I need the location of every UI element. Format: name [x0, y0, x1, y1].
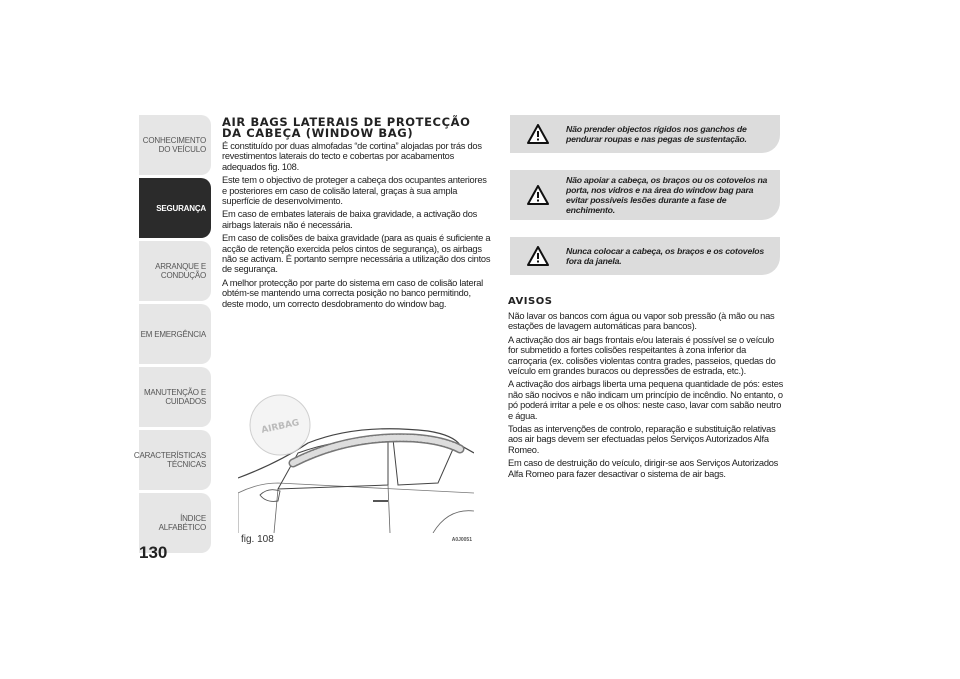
tab-label: CONHECIMENTO DO VEÍCULO: [142, 136, 206, 154]
warning-text: Nunca colocar a cabeça, os braços e os cotovelos fora da janela.: [566, 246, 765, 266]
section-subtitle: AVISOS: [508, 296, 553, 307]
tab-label: CARACTERÍSTICAS TÉCNICAS: [133, 451, 206, 469]
warning-box: [510, 115, 780, 153]
tab-label: ÍNDICE ALFABÉTICO: [158, 514, 206, 532]
warning-triangle-icon: [510, 185, 566, 205]
paragraph: Em caso de destruição do veículo, dirigir-se aos Serviços Autorizados Alfa Romeo para fazer desactivar o sistema de air bags.: [508, 458, 779, 479]
figure-caption: fig. 108: [241, 534, 274, 545]
left-column: [222, 117, 492, 309]
paragraph: Não lavar os bancos com água ou vapor sob pressão (à mão ou nas estações de lavagem automáticas para bancos).: [508, 311, 775, 332]
paragraph: A activação dos airbags liberta uma pequena quantidade de pós: estes não são nocivos e não indicam um princípio de incêndio. No entanto, o pó poderá irritar a pele e os olhos: neste caso, lavar com sabão neutro e água.: [508, 379, 784, 421]
tab-label: MANUTENÇÃO E CUIDADOS: [143, 388, 206, 406]
warning-text: Não apoiar a cabeça, os braços ou os cotovelos na porta, nos vidros e na área do window bag para evitar possíveis lesões durante a fase de enchimento.: [566, 175, 768, 215]
section-title: AIR BAGS LATERAIS DE PROTECÇÃO DA CABEÇA (WINDOW BAG): [222, 115, 471, 140]
paragraph: Este tem o objectivo de proteger a cabeça dos ocupantes anteriores e posteriores em caso de colisão lateral, graças à sua ampla superfície de desenvolvimento.: [222, 175, 487, 207]
tab-label: SEGURANÇA: [156, 203, 206, 213]
figure-code: A0J0051: [451, 537, 472, 543]
warning-triangle-icon: [510, 246, 566, 266]
right-column: [508, 296, 784, 479]
tab-caracteristicas-tecnicas[interactable]: [133, 430, 211, 490]
tab-manutencao-e-cuidados[interactable]: [139, 367, 211, 427]
warning-text: Não prender objectos rígidos nos ganchos de pendurar roupas e nas pegas de sustentação.: [566, 124, 747, 144]
paragraph: Todas as intervenções de controlo, reparação e substituição relativas aos air bags devem ser efectuadas pelos Serviços Autorizados Alfa Romeo.: [508, 424, 776, 455]
paragraph: Em caso de colisões de baixa gravidade (para as quais é suficiente a acção de retenção exercida pelos cintos de segurança), os airbags não se activam. É portanto sempre necessária a utilização dos cintos de segurança.: [222, 233, 491, 275]
paragraph: A activação dos air bags frontais e/ou laterais é possível se o veículo for submetido a fortes colisões respeitantes à zona inferior da carroçaria (ex. colisões violentas contra grades, passeios, quedas do veículo em grandes buracos ou depressões de estrada, etc.).: [508, 334, 776, 377]
tab-label: EM EMERGÊNCIA: [140, 329, 206, 339]
figure-window-bag: [238, 383, 474, 543]
page-number: 130: [139, 543, 168, 562]
paragraph: É constituído por duas almofadas “de cortina” alojadas por trás dos revestimentos laterais do tecto e cobertas por acabamentos adequados fig. 108.: [222, 141, 482, 172]
warning-box: [510, 170, 780, 220]
car-window-bag-illustration: [238, 383, 474, 533]
warning-triangle-icon: [510, 124, 566, 144]
paragraph: Em caso de embates laterais de baixa gravidade, a activação dos airbags laterais não é necessária.: [222, 209, 478, 230]
chapter-sidebar: [133, 115, 211, 556]
tab-conhecimento-do-veiculo[interactable]: [139, 115, 211, 175]
tab-arranque-e-conducao[interactable]: [139, 241, 211, 301]
airbag-label: AIRBAG: [260, 418, 301, 436]
tab-em-emergencia[interactable]: [139, 304, 211, 364]
warning-box: [510, 237, 780, 275]
tab-label: ARRANQUE E CONDUÇÃO: [155, 262, 206, 280]
tab-seguranca[interactable]: [139, 178, 211, 238]
paragraph: A melhor protecção por parte do sistema em caso de colisão lateral obtém-se mantendo uma correcta posição no banco permitindo, deste modo, um correcto desdobramento do window bag.: [222, 277, 483, 309]
